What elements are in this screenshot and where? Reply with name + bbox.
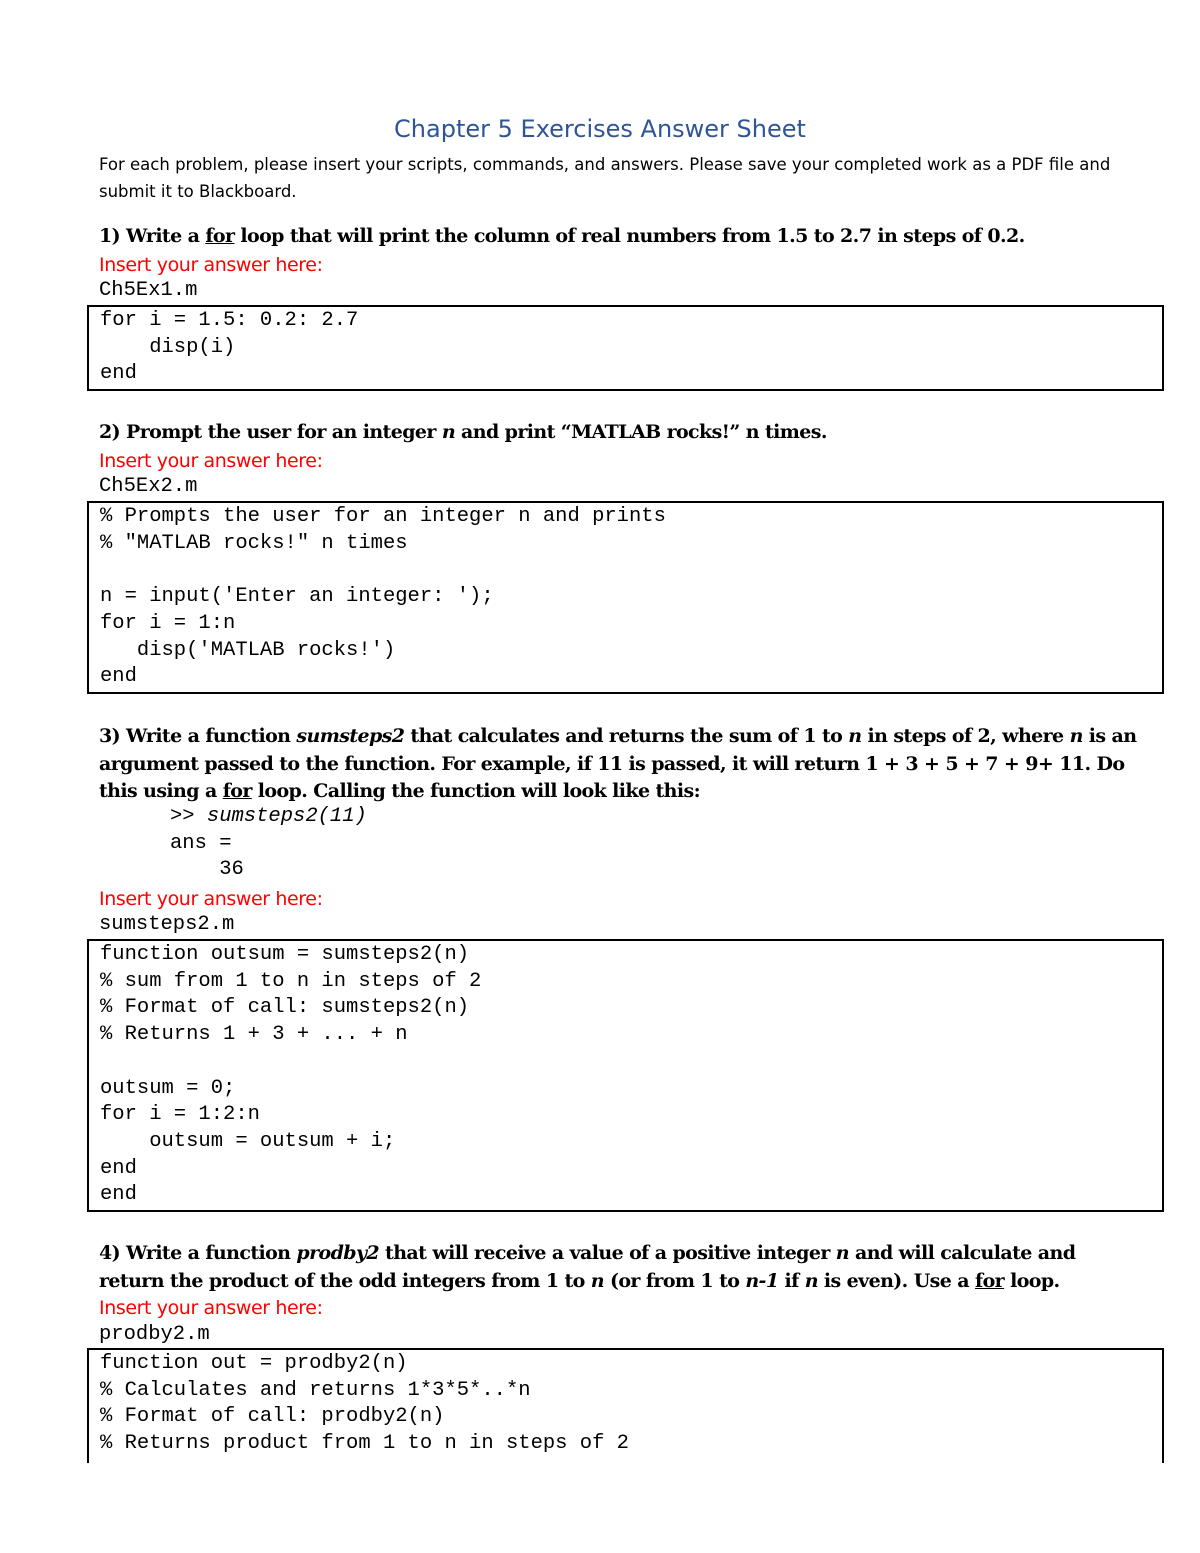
- file-name-2: Ch5Ex2.m: [99, 475, 198, 498]
- file-name-3: sumsteps2.m: [99, 913, 235, 936]
- question-4: 4) Write a function prodby2 that will receive a value of a positive integer n and will calculate and return the product of the odd integers from 1 to n (or from 1 to n-1 if n is even). Use a for loop.: [99, 1242, 1076, 1292]
- answer-box-1: [87, 305, 1164, 391]
- question-3: 3) Write a function sumsteps2 that calculates and returns the sum of 1 to n in steps of 2, where n is an argument passed to the function. For example, if 11 is passed, it will return 1 + 3 + 5 + 7 + 9+ 11. Do this using a for loop. Calling the function will look like this:: [99, 725, 1137, 802]
- answer-box-3: [87, 939, 1164, 1212]
- sample-call-command: >> sumsteps2(11): [170, 805, 367, 828]
- question-2: 2) Prompt the user for an integer n and print “MATLAB rocks!” n times.: [99, 421, 827, 443]
- question-1: 1) Write a for loop that will print the column of real numbers from 1.5 to 2.7 in steps of 0.2.: [99, 225, 1025, 247]
- insert-answer-label-4: Insert your answer here:: [99, 1297, 323, 1319]
- code-block-2: % Prompts the user for an integer n and prints % "MATLAB rocks!" n times n = input('Enter an integer: '); for i = 1:n disp('MATLAB rocks!') end: [100, 505, 666, 689]
- insert-answer-label-3: Insert your answer here:: [99, 888, 323, 910]
- sample-call: [170, 804, 367, 884]
- page-title: Chapter 5 Exercises Answer Sheet: [394, 115, 806, 143]
- file-name-1: Ch5Ex1.m: [99, 279, 198, 302]
- file-name-4: prodby2.m: [99, 1323, 210, 1346]
- insert-answer-label-1: Insert your answer here:: [99, 254, 323, 276]
- answer-box-4: [87, 1348, 1164, 1463]
- answer-box-2: [87, 501, 1164, 694]
- code-block-4: function out = prodby2(n) % Calculates and returns 1*3*5*..*n % Format of call: prodby2(n) % Returns product from 1 to n in steps of 2: [100, 1352, 629, 1456]
- code-block-3: function outsum = sumsteps2(n) % sum from 1 to n in steps of 2 % Format of call: sumsteps2(n) % Returns 1 + 3 + ... + n outsum = 0; for i = 1:2:n outsum = outsum + i; end end: [100, 943, 482, 1207]
- sample-call-output: ans = 36: [170, 831, 244, 882]
- insert-answer-label-2: Insert your answer here:: [99, 450, 323, 472]
- instructions: For each problem, please insert your scripts, commands, and answers. Please save your completed work as a PDF file and submit it to Blackboard.: [99, 155, 1111, 201]
- code-block-1: for i = 1.5: 0.2: 2.7 disp(i) end: [100, 309, 359, 386]
